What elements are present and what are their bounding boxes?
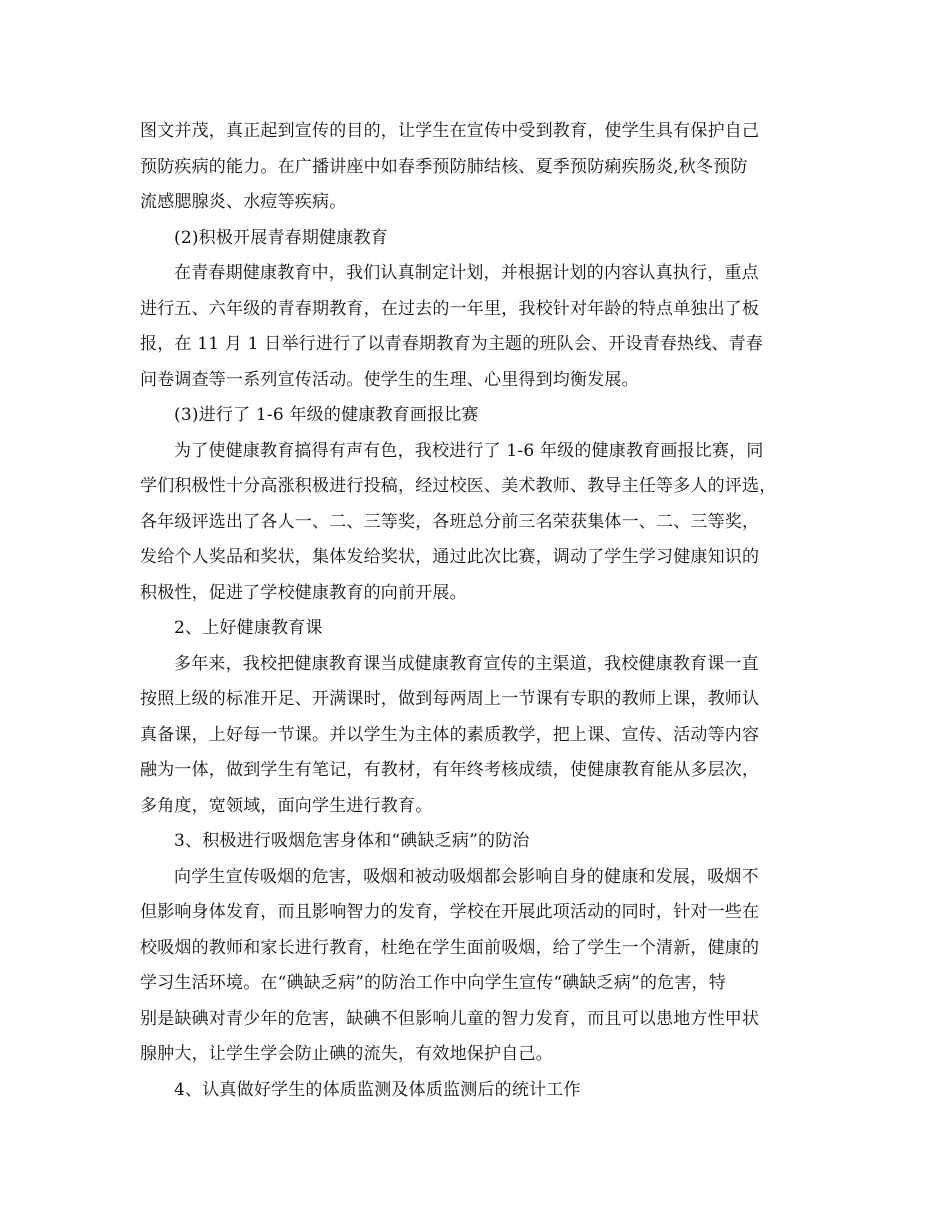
- text-line: (3)进行了 1-6 年级的健康教育画报比赛: [174, 405, 479, 425]
- text-line: 为了使健康教育搞得有声有色，我校进行了 1-6 年级的健康教育画报比赛，同: [174, 440, 764, 461]
- text-line: 向学生宣传吸烟的危害，吸烟和被动吸烟都会影响自身的健康和发展，吸烟不: [174, 866, 759, 887]
- text-line: 问卷调查等一系列宣传活动。使学生的生理、心里得到均衡发展。: [140, 369, 639, 390]
- text-line: 预防疾病的能力。在广播讲座中如春季预防肺结核、夏季预防痢疾肠炎,秋冬预防: [140, 156, 748, 177]
- text-line: 腺肿大，让学生学会防止碘的流失，有效地保护自己。: [140, 1044, 553, 1064]
- text-line: 学习生活环境。在“碘缺乏病”的防治工作中向学生宣传“碘缺乏病”的危害，特: [140, 973, 726, 993]
- text-line: 融为一体，做到学生有笔记，有教材，有年终考核成绩，使健康教育能从多层次，: [140, 760, 760, 780]
- text-line: 学们积极性十分高涨积极进行投稿，经过校医、美术教师、教导主任等多人的评选，: [140, 476, 777, 496]
- text-line: 真备课，上好每一节课。并以学生为主体的素质教学，把上课、宣传、活动等内容: [140, 724, 760, 745]
- text-line: 报，在 11 月 1 日举行进行了以青春期教育为主题的班队会、开设青春热线、青春: [140, 334, 764, 354]
- text-line: 多角度，宽领域，面向学生进行教育。: [140, 795, 433, 816]
- text-line: 按照上级的标准开足、开满课时，做到每两周上一节课有专职的教师上课，教师认: [140, 689, 760, 709]
- text-line: 图文并茂，真正起到宣传的目的，让学生在宣传中受到教育，使学生具有保护自己: [140, 121, 760, 141]
- text-line: 积极性，促进了学校健康教育的向前开展。: [140, 582, 467, 603]
- text-line: 4、认真做好学生的体质监测及体质监测后的统计工作: [174, 1079, 581, 1100]
- text-line: 多年来，我校把健康教育课当成健康教育宣传的主渠道，我校健康教育课一直: [174, 653, 759, 674]
- text-line: 各年级评选出了各人一、二、三等奖，各班总分前三名荣获集体一、二、三等奖，: [140, 511, 760, 532]
- text-line: 发给个人奖品和奖状，集体发给奖状，通过此次比赛，调动了学生学习健康知识的: [140, 547, 760, 567]
- text-line: 进行五、六年级的青春期教育，在过去的一年里，我校针对年龄的特点单独出了板: [140, 298, 760, 319]
- text-line: 别是缺碘对青少年的危害，缺碘不但影响儿童的智力发育，而且可以患地方性甲状: [140, 1008, 760, 1029]
- text-line: 3、积极进行吸烟危害身体和“碘缺乏病”的防治: [174, 831, 530, 851]
- document-body: [140, 114, 822, 1108]
- text-line: 流感腮腺炎、水痘等疾病。: [140, 192, 347, 212]
- text-line: 校吸烟的教师和家长进行教育，杜绝在学生面前吸烟，给了学生一个清新，健康的: [140, 937, 760, 958]
- text-line: 2、上好健康教育课: [174, 618, 323, 638]
- text-line: 在青春期健康教育中，我们认真制定计划，并根据计划的内容认真执行，重点: [174, 263, 759, 283]
- text-line: 但影响身体发育，而且影响智力的发育，学校在开展此项活动的同时，针对一些在: [140, 902, 760, 922]
- text-line: (2)积极开展青春期健康教育: [174, 227, 388, 248]
